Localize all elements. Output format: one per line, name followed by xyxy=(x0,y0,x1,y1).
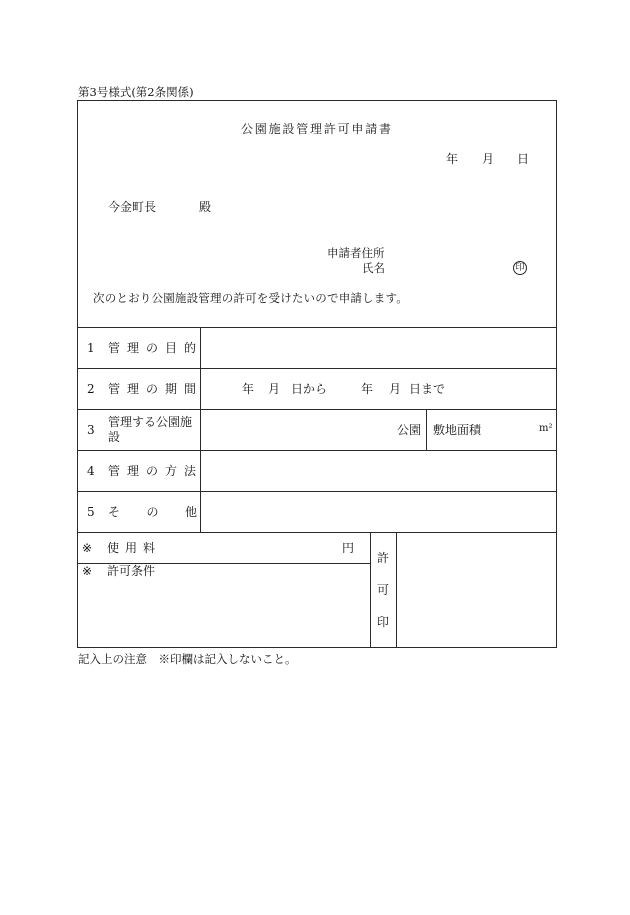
date-day-label: 日 xyxy=(517,152,530,166)
row-label-other: その他 xyxy=(108,505,224,519)
row-divider xyxy=(77,368,557,369)
area-cell-divider xyxy=(426,409,427,450)
form-title: 公園施設管理許可申請書 xyxy=(241,122,393,136)
row-label-purpose: 管理の目的 xyxy=(108,341,204,355)
square-meter-unit: m² xyxy=(539,423,553,434)
period-from-day: 日から xyxy=(291,382,328,396)
seal-stamp-icon: 印 xyxy=(513,261,527,275)
site-area-label: 敷地面積 xyxy=(433,423,482,437)
seal-column-left-divider xyxy=(370,532,371,648)
period-from-month: 月 xyxy=(268,382,281,396)
permit-seal-area xyxy=(397,533,556,647)
row-label-period: 管理の期間 xyxy=(108,382,204,396)
application-statement: 次のとおり公園施設管理の許可を受けたいので申請します。 xyxy=(93,291,408,305)
addressee-honorific: 殿 xyxy=(199,200,212,214)
applicant-name-label: 氏名 xyxy=(362,261,385,275)
addressee-name: 今金町長 xyxy=(108,200,157,214)
row-number: 5 xyxy=(87,505,95,519)
date-year-label: 年 xyxy=(446,152,459,166)
footer-note: 記入上の注意 ※印欄は記入しないこと。 xyxy=(78,652,297,666)
period-to-month: 月 xyxy=(389,382,402,396)
row-number: 3 xyxy=(87,423,95,437)
permit-seal-label-char: 許 xyxy=(377,551,390,565)
yen-unit: 円 xyxy=(342,541,355,555)
row-divider xyxy=(77,450,557,451)
purpose-value-cell xyxy=(201,328,556,368)
form-number-label: 第3号様式(第2条関係) xyxy=(78,85,194,99)
applicant-address-label: 申請者住所 xyxy=(327,246,385,260)
permit-seal-label-char: 印 xyxy=(377,615,390,629)
permit-conditions-label: 許可条件 xyxy=(107,564,156,578)
period-to-year: 年 xyxy=(361,382,374,396)
row-number: 4 xyxy=(87,464,95,478)
office-use-mark: ※ xyxy=(82,564,93,578)
period-to-day: 日まで xyxy=(409,382,446,396)
usage-fee-label: 使用料 xyxy=(107,541,162,555)
row-number: 2 xyxy=(87,382,95,396)
office-use-mark: ※ xyxy=(82,541,93,555)
period-from-year: 年 xyxy=(242,382,255,396)
park-suffix-label: 公園 xyxy=(397,423,422,437)
row-label-method: 管理の方法 xyxy=(108,464,204,478)
row-divider xyxy=(77,409,557,410)
date-month-label: 月 xyxy=(482,152,495,166)
permit-seal-label-char: 可 xyxy=(377,583,390,597)
row-number: 1 xyxy=(87,341,95,355)
row-label-facility: 管理する公園施設 xyxy=(108,415,193,444)
row-divider xyxy=(77,491,557,492)
